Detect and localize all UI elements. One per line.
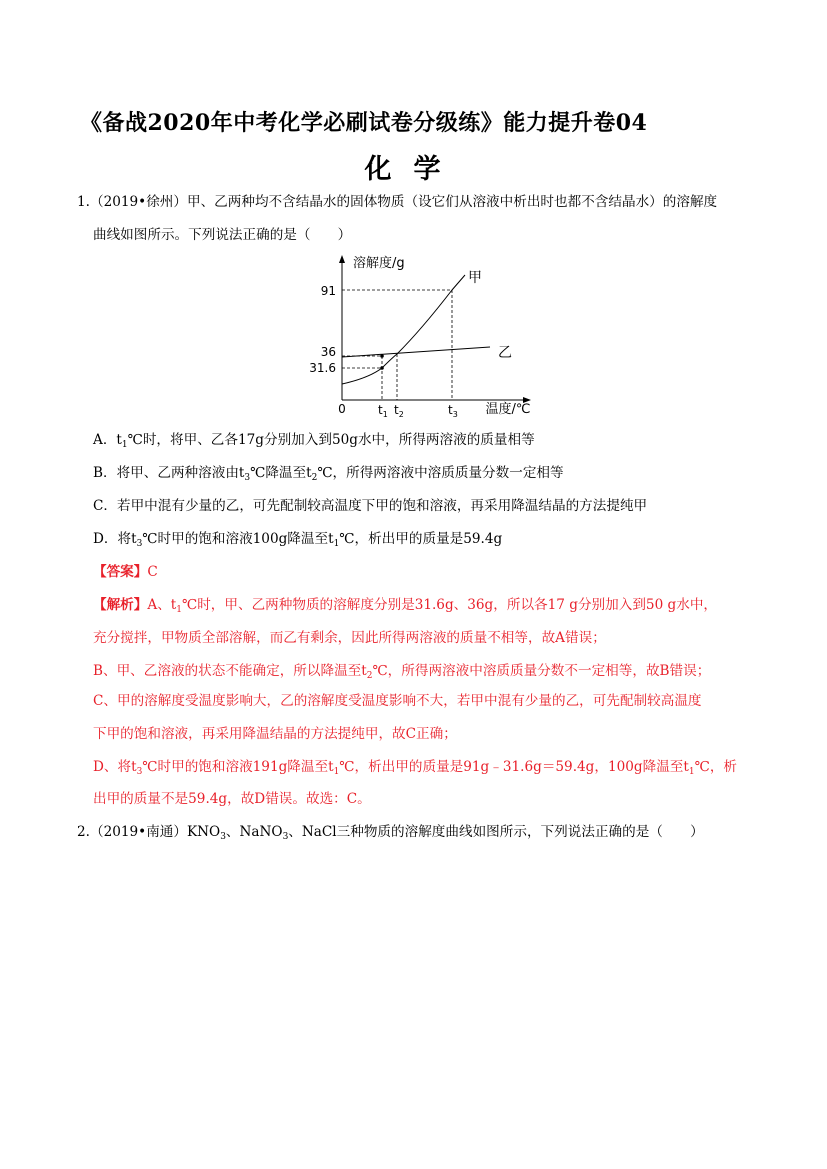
y-axis-label: 溶解度/g bbox=[353, 256, 405, 271]
y-tick-36: 36 bbox=[320, 345, 336, 359]
q1-stem-line2: 曲线如图所示。下列说法正确的是（ ） bbox=[93, 227, 352, 243]
q1-analysis-line4: C、甲的溶解度受温度影响大，乙的溶解度受温度影响不大，若甲中混有少量的乙，可先配制较高温度 bbox=[93, 693, 702, 709]
q1-analysis-line2: 充分搅拌，甲物质全部溶解，而乙有剩余，因此所得两溶液的质量不相等，故A错误； bbox=[93, 630, 606, 646]
solubility-chart bbox=[300, 250, 540, 422]
x-tick-t3: $t_3$ bbox=[448, 403, 458, 419]
series-label-jia: 甲 bbox=[468, 270, 482, 286]
q1-stem-line1: 1.（2019•徐州）甲、乙两种均不含结晶水的固体物质（设它们从溶液中析出时也都不含结晶水）的溶解度 bbox=[77, 194, 718, 210]
x-axis-label: 温度/℃ bbox=[485, 402, 531, 417]
series-label-yi: 乙 bbox=[498, 345, 512, 361]
q1-option-b: B．将甲、乙两种溶液由$t_3℃$降温至$t_2℃$，所得两溶液中溶质质量分数一定相等 bbox=[93, 465, 564, 483]
q1-analysis-line5: 下甲的饱和溶液，再采用降温结晶的方法提纯甲，故C正确； bbox=[93, 726, 457, 742]
y-axis-arrow bbox=[339, 255, 345, 263]
q1-analysis-line6: D、将$t_3℃$时甲的饱和溶液191g降温至$t_1℃$，析出甲的质量是91g﹣31.6g＝59.4g，100g降温至$t_1℃$，析 bbox=[93, 759, 738, 777]
q1-analysis-line1: 【解析】A、$t_1℃$时，甲、乙两种物质的溶解度分别是31.6g、36g，所以各17 g分别加入到50 g水中， bbox=[93, 597, 718, 615]
q1-analysis-line3: B、甲、乙溶液的状态不能确定，所以降温至$t_2℃$，所得两溶液中溶质质量分数不一定相等，故B错误； bbox=[93, 663, 711, 681]
q1-analysis-line7: 出甲的质量不是59.4g，故D错误。故选：C。 bbox=[93, 791, 371, 807]
q1-option-a: A．$t_1℃$时，将甲、乙各17g分别加入到50g水中，所得两溶液的质量相等 bbox=[93, 432, 535, 450]
q1-option-d: D．将$t_3℃$时甲的饱和溶液100g降温至$t_1℃$，析出甲的质量是59.4g bbox=[93, 531, 503, 549]
x-tick-t1: $t_1$ bbox=[378, 403, 388, 419]
curve-yi bbox=[342, 347, 490, 357]
paper-title: 《备战2020年中考化学必刷试卷分级练》能力提升卷04 bbox=[80, 110, 648, 136]
y-tick-91: 91 bbox=[320, 284, 336, 298]
point-t1-jia bbox=[380, 366, 384, 370]
x-tick-t2: $t_2$ bbox=[394, 403, 404, 419]
q2-stem: 2.（2019•南通）$KNO_3$、NaNO$_3$、NaCl三种物质的溶解度曲线如图所示，下列说法正确的是（ ） bbox=[77, 824, 704, 842]
subject-title: 化学 bbox=[364, 154, 463, 185]
curve-jia bbox=[342, 275, 465, 384]
q1-answer: 【答案】C bbox=[93, 564, 158, 580]
origin-label: 0 bbox=[338, 402, 346, 416]
point-t1-yi bbox=[380, 354, 384, 358]
q1-option-c: C．若甲中混有少量的乙，可先配制较高温度下甲的饱和溶液，再采用降温结晶的方法提纯甲 bbox=[93, 498, 648, 514]
y-tick-31-6: 31.6 bbox=[309, 361, 336, 375]
